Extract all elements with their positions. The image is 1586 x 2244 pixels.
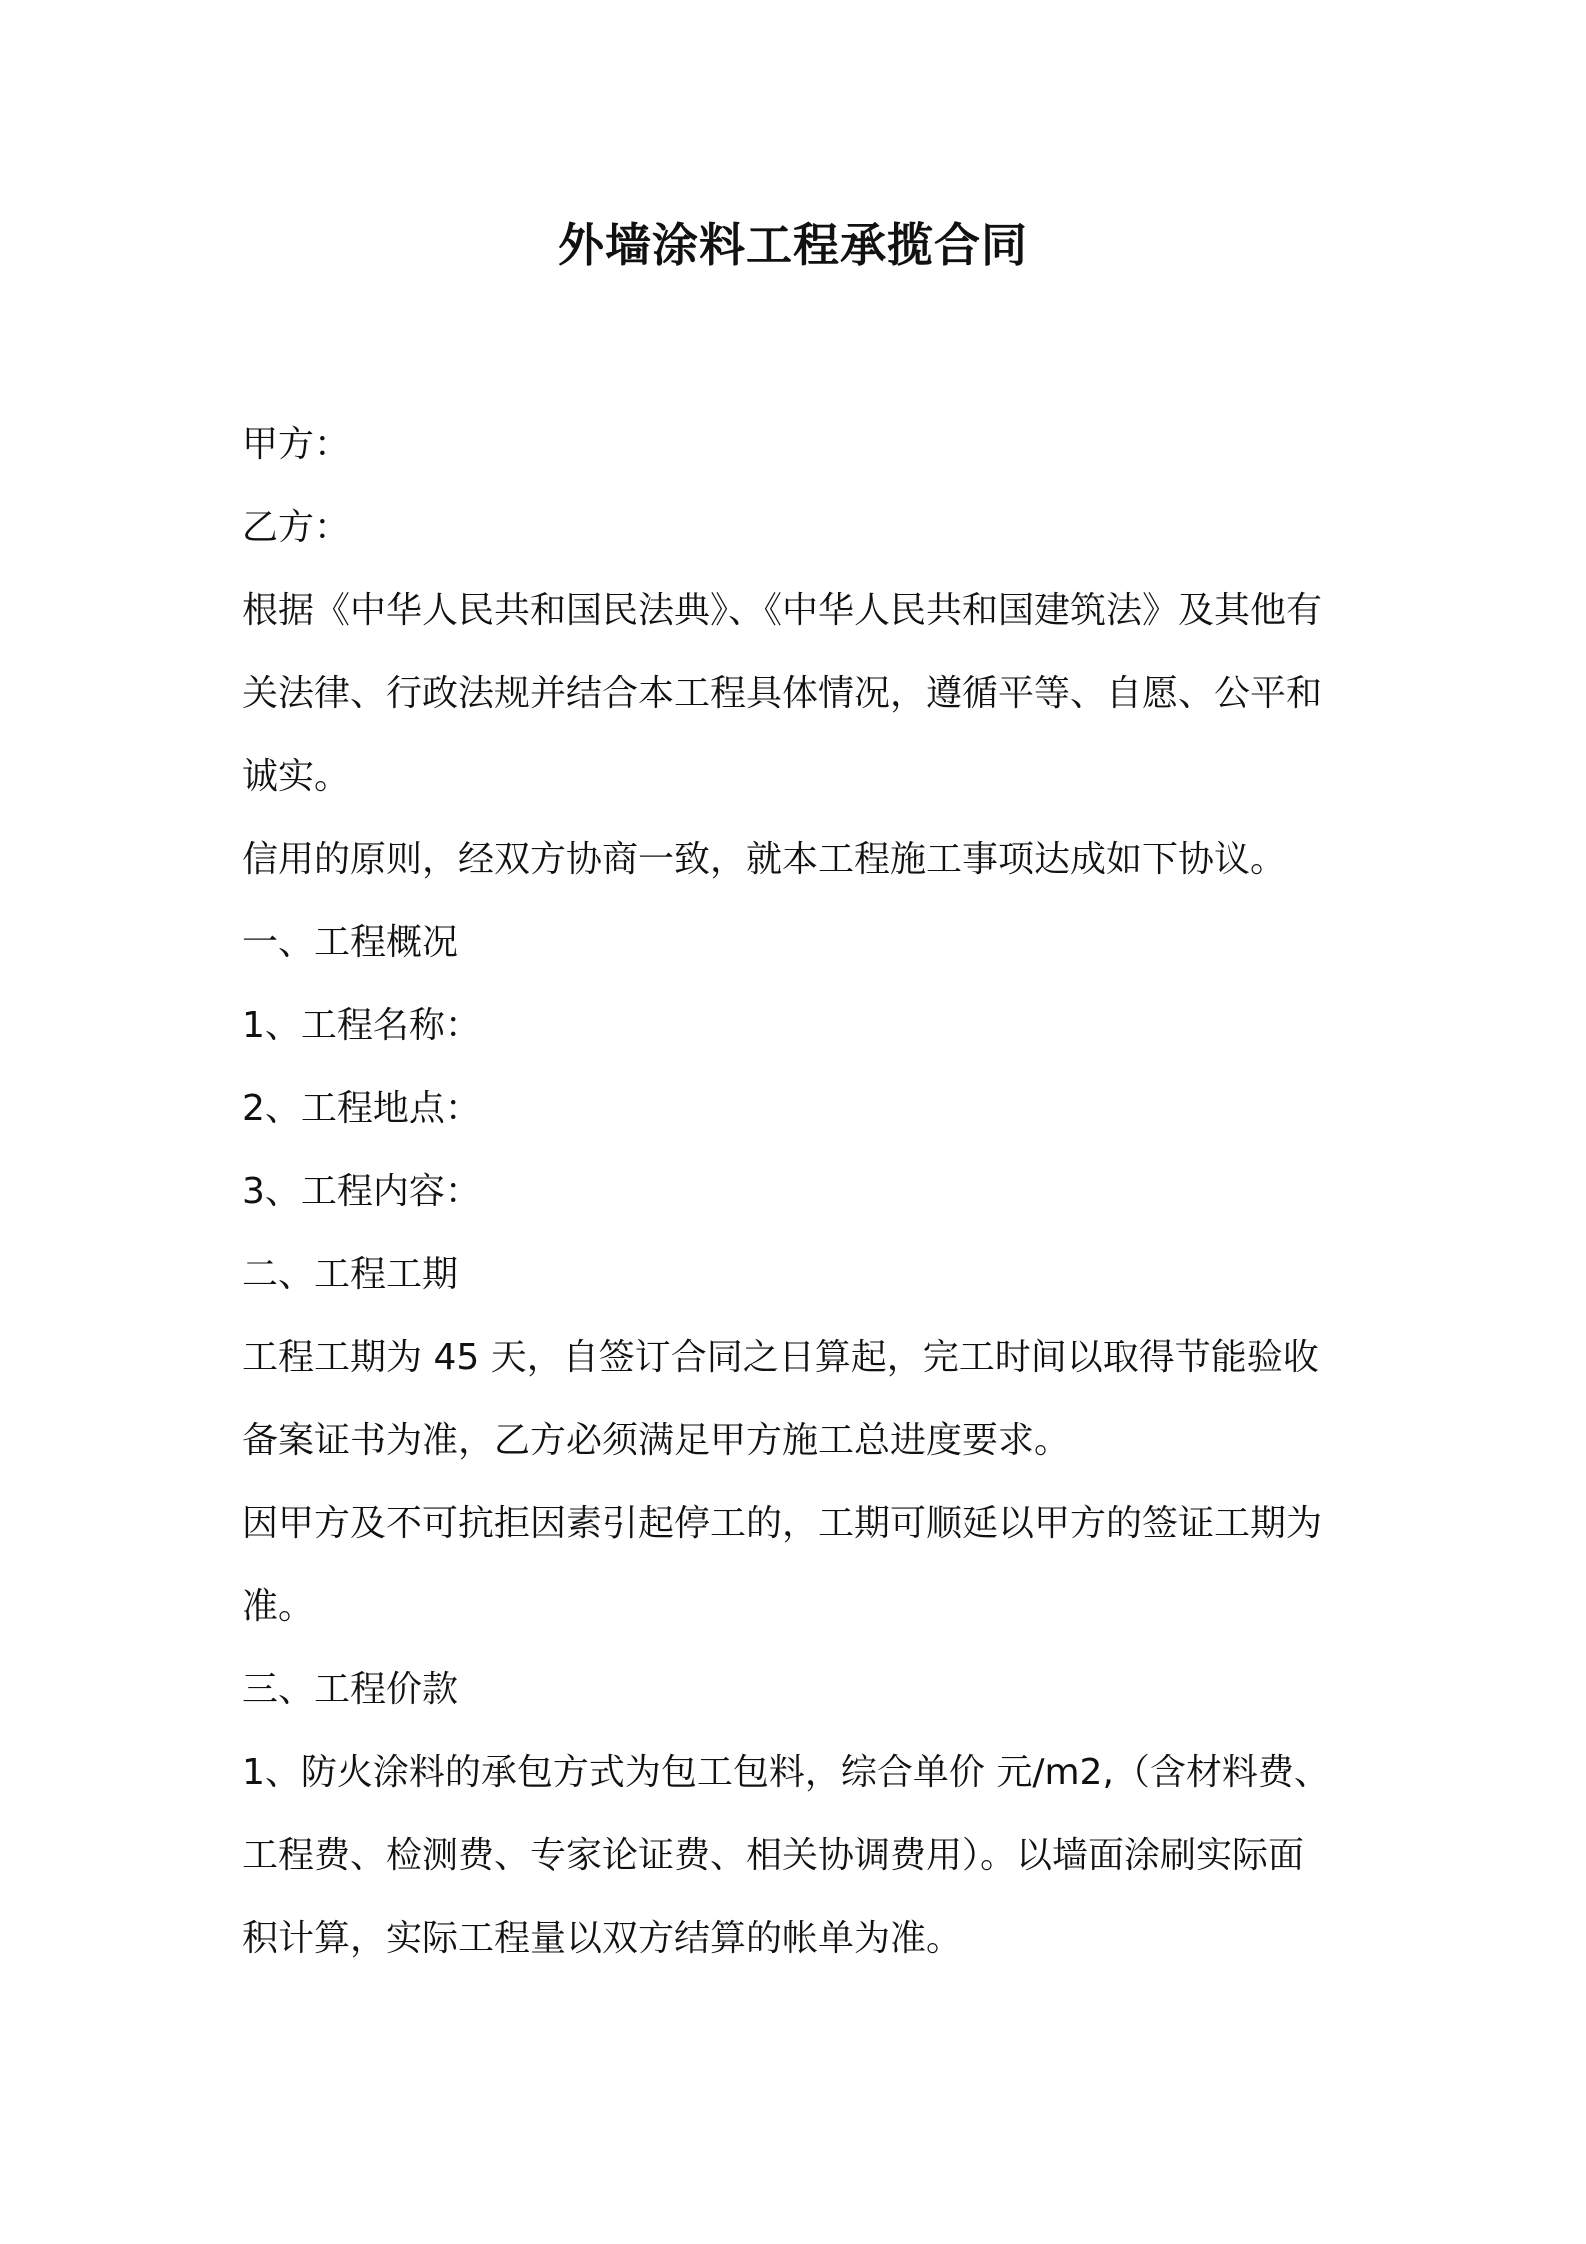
duration-line-2: 备案证书为准，乙方必须满足甲方施工总进度要求。 (242, 1420, 1071, 1461)
project-content-line: 3、工程内容： (242, 1171, 481, 1212)
price-line-2: 工程费、检测费、专家论证费、相关协调费用）。以墙面涂刷实际面 (242, 1835, 1305, 1876)
duration-line-4: 准。 (242, 1586, 315, 1627)
project-location-line: 2、工程地点： (242, 1088, 481, 1129)
duration-line-3: 因甲方及不可抗拒因素引起停工的，工期可顺延以甲方的签证工期为 (242, 1503, 1323, 1544)
section-heading-duration: 二、工程工期 (242, 1254, 459, 1295)
document-title: 外墙涂料工程承揽合同 (558, 218, 1028, 272)
price-line-3: 积计算，实际工程量以双方结算的帐单为准。 (242, 1918, 963, 1959)
preamble-line-4: 信用的原则，经双方协商一致，就本工程施工事项达成如下协议。 (242, 839, 1287, 880)
document-body (242, 403, 1362, 1980)
preamble-line-3: 诚实。 (242, 756, 351, 797)
section-heading-overview: 一、工程概况 (242, 922, 459, 963)
preamble-line-2: 关法律、行政法规并结合本工程具体情况，遵循平等、自愿、公平和 (242, 673, 1323, 714)
section-heading-price: 三、工程价款 (242, 1669, 459, 1710)
party-a-line: 甲方： (242, 424, 351, 465)
price-line-1: 1、防火涂料的承包方式为包工包料，综合单价 元/m2,（含材料费、 (242, 1752, 1330, 1793)
party-b-line: 乙方： (242, 507, 351, 548)
preamble-line-1: 根据《中华人民共和国民法典》、《中华人民共和国建筑法》及其他有 (242, 590, 1323, 631)
duration-line-1: 工程工期为 45 天，自签订合同之日算起，完工时间以取得节能验收 (242, 1337, 1319, 1378)
project-name-line: 1、工程名称： (242, 1005, 481, 1046)
